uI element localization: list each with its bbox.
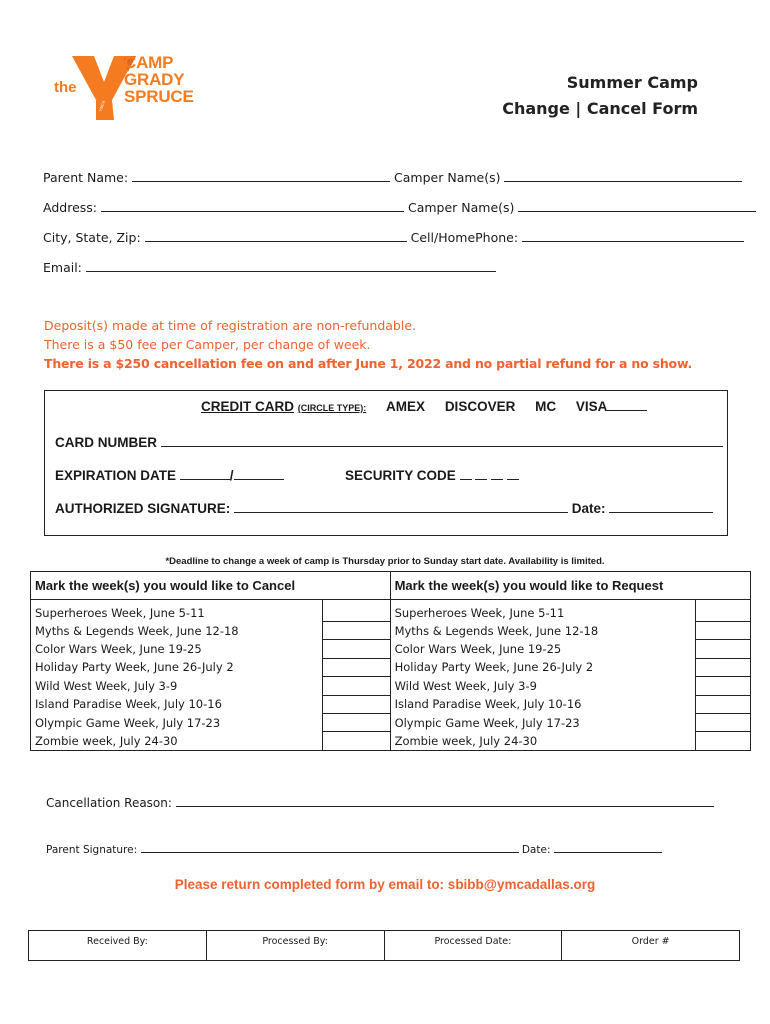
notice-deposit: Deposit(s) made at time of registration are non-refundable. bbox=[44, 318, 416, 333]
parent-signature-row bbox=[46, 842, 662, 856]
parent-name-label: Parent Name: bbox=[43, 170, 129, 185]
cancel-week-label: Zombie week, July 24-30 bbox=[31, 732, 323, 750]
cancel-week-label: Myths & Legends Week, June 12-18 bbox=[31, 622, 323, 640]
cancellation-reason-label: Cancellation Reason: bbox=[46, 796, 172, 810]
expiration-row: EXPIRATION DATE / bbox=[55, 468, 284, 483]
week-row bbox=[31, 713, 751, 731]
contact-fields bbox=[43, 170, 753, 290]
weeks-table bbox=[30, 571, 751, 751]
form-title bbox=[502, 70, 698, 122]
logo-the: the bbox=[54, 79, 77, 96]
week-row bbox=[31, 658, 751, 676]
card-date-label: Date: bbox=[571, 501, 606, 516]
card-option-mc[interactable]: MC bbox=[535, 399, 557, 414]
request-week-checkbox[interactable] bbox=[696, 713, 751, 731]
weeks-body bbox=[31, 600, 751, 751]
field-row-address bbox=[43, 200, 753, 230]
camper-names-label-2: Camper Name(s) bbox=[407, 200, 515, 215]
logo-wordmark bbox=[124, 54, 194, 105]
card-number-label: CARD NUMBER bbox=[55, 435, 157, 450]
authorized-signature-line[interactable] bbox=[234, 502, 568, 513]
logo-ymca: YMCA bbox=[97, 99, 107, 113]
form-title-line-1: Summer Camp bbox=[566, 73, 698, 92]
cancel-week-label: Holiday Party Week, June 26-July 2 bbox=[31, 658, 323, 676]
city-state-zip-line[interactable] bbox=[145, 231, 407, 242]
cancel-week-checkbox[interactable] bbox=[322, 732, 390, 750]
cell-home-phone-line[interactable] bbox=[522, 231, 744, 242]
card-date-line[interactable] bbox=[609, 502, 713, 513]
card-option-visa[interactable]: VISA bbox=[575, 399, 608, 414]
fee-notice bbox=[44, 316, 692, 373]
cancellation-reason-line[interactable] bbox=[176, 796, 714, 807]
cancel-week-label: Island Paradise Week, July 10-16 bbox=[31, 695, 323, 713]
received-by-cell[interactable]: Received By: bbox=[29, 931, 207, 961]
request-header: Mark the week(s) you would like to Request bbox=[390, 572, 750, 600]
notice-cancellation-fee: There is a $250 cancellation fee on and after June 1, 2022 and no partial refund for a no show. bbox=[44, 356, 693, 371]
security-code-label: SECURITY CODE bbox=[345, 468, 456, 483]
card-option-discover[interactable]: DISCOVER bbox=[444, 399, 516, 414]
card-number-row bbox=[55, 435, 723, 450]
email-line[interactable] bbox=[86, 261, 496, 272]
processed-date-cell[interactable]: Processed Date: bbox=[384, 931, 562, 961]
credit-card-label: CREDIT CARD bbox=[201, 399, 294, 414]
credit-card-box bbox=[44, 390, 728, 536]
circle-type-label: (CIRCLE TYPE): bbox=[297, 403, 367, 413]
request-week-label: Superheroes Week, June 5-11 bbox=[390, 600, 695, 622]
cancel-week-label: Color Wars Week, June 19-25 bbox=[31, 640, 323, 658]
return-note: Please return completed form by email to: sbibb@ymcadallas.org bbox=[174, 877, 596, 892]
week-row bbox=[31, 640, 751, 658]
deadline-note: *Deadline to change a week of camp is Thursday prior to Sunday start date. Availability is limited. bbox=[165, 556, 605, 567]
card-option-amex[interactable]: AMEX bbox=[386, 399, 426, 414]
cell-home-phone-label: Cell/HomePhone: bbox=[410, 230, 519, 245]
request-week-checkbox[interactable] bbox=[696, 732, 751, 750]
request-week-checkbox[interactable] bbox=[696, 695, 751, 713]
visa-line bbox=[607, 400, 647, 411]
form-title-line-2: Change | Cancel Form bbox=[502, 99, 698, 118]
parent-signature-line[interactable] bbox=[141, 842, 519, 853]
credit-card-header bbox=[201, 399, 647, 414]
cancel-week-checkbox[interactable] bbox=[322, 640, 390, 658]
request-week-checkbox[interactable] bbox=[696, 600, 751, 622]
parent-signature-date-line[interactable] bbox=[554, 842, 662, 853]
logo-line-1: CAMP bbox=[124, 53, 174, 72]
expiration-year-line[interactable] bbox=[234, 469, 284, 480]
security-code-row bbox=[345, 468, 519, 483]
office-use-table bbox=[28, 930, 740, 961]
security-code-digit-3[interactable] bbox=[491, 469, 503, 480]
request-week-label: Zombie week, July 24-30 bbox=[390, 732, 695, 750]
notice-change-fee: There is a $50 fee per Camper, per change of week. bbox=[44, 337, 371, 352]
field-row-city bbox=[43, 230, 753, 260]
week-row bbox=[31, 677, 751, 695]
request-week-checkbox[interactable] bbox=[696, 640, 751, 658]
cancel-week-checkbox[interactable] bbox=[322, 658, 390, 676]
logo-line-3: SPRUCE bbox=[124, 87, 194, 106]
signature-row bbox=[55, 501, 713, 516]
cancel-week-checkbox[interactable] bbox=[322, 677, 390, 695]
week-row bbox=[31, 732, 751, 750]
processed-by-cell[interactable]: Processed By: bbox=[206, 931, 384, 961]
request-week-label: Color Wars Week, June 19-25 bbox=[390, 640, 695, 658]
cancel-week-checkbox[interactable] bbox=[322, 713, 390, 731]
request-week-label: Olympic Game Week, July 17-23 bbox=[390, 713, 695, 731]
request-week-label: Myths & Legends Week, June 12-18 bbox=[390, 622, 695, 640]
field-row-parent bbox=[43, 170, 753, 200]
request-week-label: Island Paradise Week, July 10-16 bbox=[390, 695, 695, 713]
camper-names-label-1: Camper Name(s) bbox=[394, 170, 501, 185]
cancel-week-checkbox[interactable] bbox=[322, 600, 390, 622]
parent-signature-date-label: Date: bbox=[521, 844, 551, 856]
cancel-header: Mark the week(s) you would like to Cancel bbox=[31, 572, 391, 600]
order-number-cell[interactable]: Order # bbox=[562, 931, 740, 961]
parent-signature-label: Parent Signature: bbox=[46, 844, 138, 856]
camper-names-line-2[interactable] bbox=[518, 201, 756, 212]
request-week-checkbox[interactable] bbox=[696, 677, 751, 695]
security-code-digit-1[interactable] bbox=[460, 469, 472, 480]
expiration-month-line[interactable] bbox=[180, 469, 230, 480]
address-label: Address: bbox=[43, 200, 97, 215]
week-row bbox=[31, 622, 751, 640]
request-week-label: Wild West Week, July 3-9 bbox=[390, 677, 695, 695]
cancellation-reason-row bbox=[46, 796, 714, 810]
security-code-digit-4[interactable] bbox=[507, 469, 519, 480]
logo-line-2: GRADY bbox=[124, 70, 185, 89]
request-week-checkbox[interactable] bbox=[696, 658, 751, 676]
week-row bbox=[31, 695, 751, 713]
email-label: Email: bbox=[43, 260, 82, 275]
expiration-date-label: EXPIRATION DATE bbox=[55, 468, 177, 483]
cancel-week-label: Wild West Week, July 3-9 bbox=[31, 677, 323, 695]
security-code-digit-2[interactable] bbox=[475, 469, 487, 480]
cancel-week-label: Olympic Game Week, July 17-23 bbox=[31, 713, 323, 731]
cancel-week-checkbox[interactable] bbox=[322, 622, 390, 640]
card-number-line[interactable] bbox=[161, 436, 723, 447]
week-row bbox=[31, 600, 751, 622]
authorized-signature-label: AUTHORIZED SIGNATURE: bbox=[55, 501, 231, 516]
city-state-zip-label: City, State, Zip: bbox=[43, 230, 141, 245]
request-week-checkbox[interactable] bbox=[696, 622, 751, 640]
request-week-label: Holiday Party Week, June 26-July 2 bbox=[390, 658, 695, 676]
camper-names-line-1[interactable] bbox=[504, 171, 742, 182]
parent-name-line[interactable] bbox=[132, 171, 390, 182]
field-row-email bbox=[43, 260, 753, 290]
cancel-week-checkbox[interactable] bbox=[322, 695, 390, 713]
cancel-week-label: Superheroes Week, June 5-11 bbox=[31, 600, 323, 622]
address-line[interactable] bbox=[101, 201, 404, 212]
